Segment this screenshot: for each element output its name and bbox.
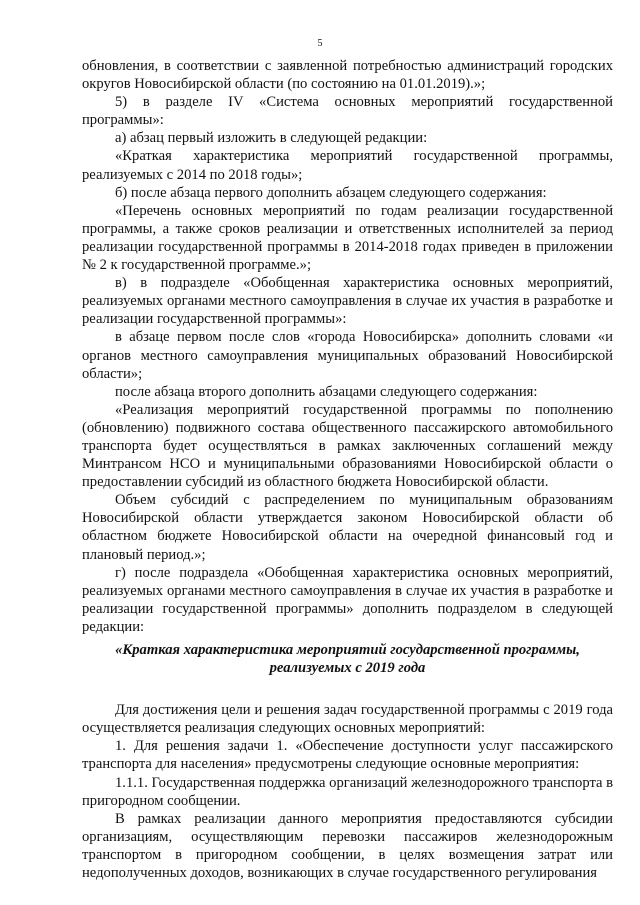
paragraph: г) после подраздела «Обобщенная характеристика основных мероприятий, реализуемых органами местного самоуправления в случае их участия в разработке и реализации государственной программы» дополнить подразделом в следующей редакции: [82,564,613,635]
paragraph: после абзаца второго дополнить абзацами следующего содержания: [115,383,538,400]
paragraph: Объем субсидий с распределением по муниципальным образованиям Новосибирской области утверждается законом Новосибирской области об областном бюджете Новосибирской области на очередной финансовый год и плановый период.»; [82,492,613,563]
paragraph: 1.1.1. Государственная поддержка организаций железнодорожного транспорта в пригородном сообщении. [82,774,614,809]
paragraphs-before [82,57,613,636]
paragraph: «Реализация мероприятий государственной программы по пополнению (обновлению) подвижного состава общественного пассажирского автомобильного транспорта будет осуществляться в рамках заключенных соглашений между Минтрансом НСО и муниципальными образованиями Новосибирской области о предоставлении субсидий из областного бюджета Новосибирской области. [82,401,613,491]
paragraph: обновления, в соответствии с заявленной потребностью администраций городских округов Новосибирской области (по состоянию на 01.01.2019).»; [82,58,613,93]
paragraph: «Краткая характеристика мероприятий государственной программы, реализуемых с 2014 по 2018 годы»; [82,148,613,183]
paragraph: В рамках реализации данного мероприятия предоставляются субсидии организациям, осуществляющим перевозки пассажиров железнодорожным транспортом в пригородном сообщении, в целях возмещения затрат или недополученных доходов, возникающих в случае государственного регулирования [82,810,613,882]
paragraphs-after [82,701,613,882]
paragraph: 5) в разделе IV «Система основных мероприятий государственной программы»: [82,94,613,129]
section-heading-line: «Краткая характеристика мероприятий государственной программы, [115,642,580,658]
paragraph: в) в подразделе «Обобщенная характеристика основных мероприятий, реализуемых органами местного самоуправления в случае их участия в разработке и реализации государственной программы»: [82,275,613,328]
paragraph: в абзаце первом после слов «города Новосибирска» дополнить словами «и органов местного самоуправления муниципальных образований Новосибирской области»; [82,329,613,382]
paragraph: б) после абзаца первого дополнить абзацем следующего содержания: [115,184,547,201]
section-heading-line: реализуемых с 2019 года [269,660,426,677]
document-body [82,57,613,882]
section-heading [82,641,613,677]
paragraph: 1. Для решения задачи 1. «Обеспечение доступности услуг пассажирского транспорта для населения» предусмотрены следующие основные мероприятия: [82,738,613,773]
blank-line [82,677,613,701]
page-number: 5 [317,38,323,49]
paragraph: «Перечень основных мероприятий по годам реализации государственной программы, а также сроков реализации и ответственных исполнителей за период реализации государственной программы в 2014-2018 годах приведен в приложении № 2 к государственной программе.»; [82,202,613,274]
paragraph: Для достижения цели и решения задач государственной программы с 2019 года осуществляется реализация следующих основных мероприятий: [82,702,613,737]
paragraph: а) абзац первый изложить в следующей редакции: [115,130,428,147]
